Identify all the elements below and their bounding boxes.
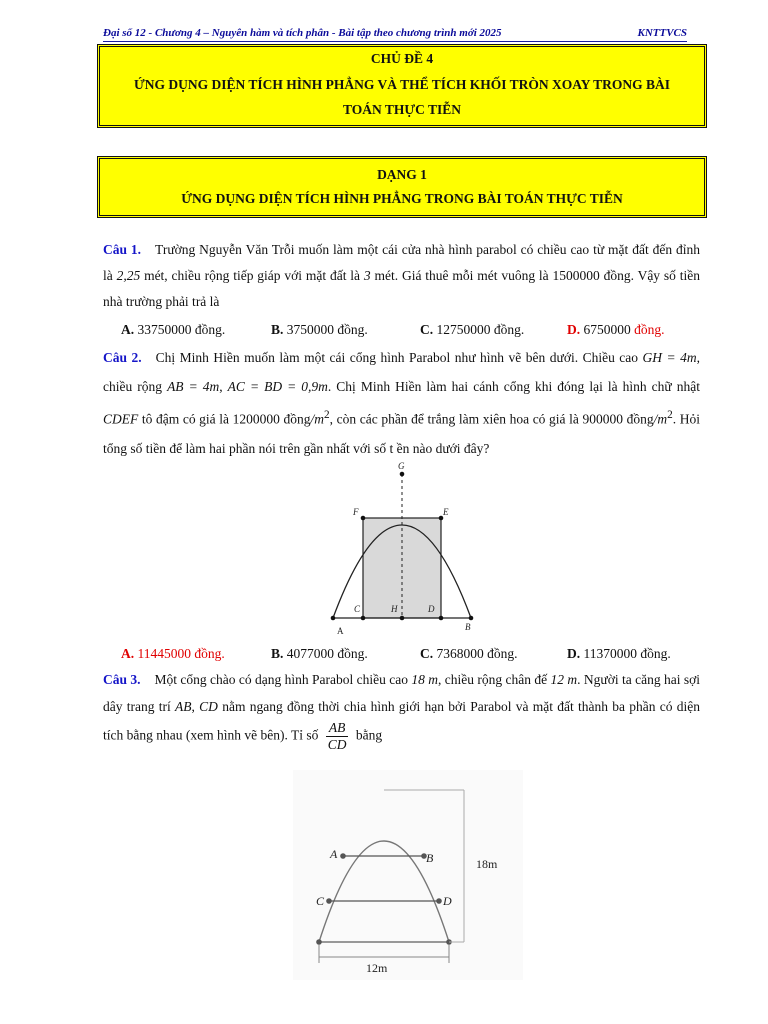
q3-text-d: , [191,699,200,714]
label-d: D [443,894,452,908]
q3-text-a: Một cổng chào có dạng hình Parabol chiều cao [154,672,412,687]
q3-text-b: , chiều rộng chân đế [438,672,551,687]
point-g [400,472,405,477]
label-h: H [391,604,398,614]
point-f [361,516,366,521]
q2-answer-d[interactable] [567,644,671,664]
answer-letter: D. [567,322,581,337]
question-1-label: Câu 1. [103,242,142,257]
q1-text-c: mét. Giá thuê mỗi mét vuông là 1500000 đồng. Vậy số tiền nhà trường phải trả là [103,268,701,309]
fraction-numerator: AB [326,720,349,737]
question-2 [103,343,700,463]
header-right: KNTTVCS [637,27,687,39]
q3-math-3: AB [175,699,192,714]
label-c: C [354,604,361,614]
q3-text-e: nằm ngang đồng thời chia hình giới hạn bởi Parabol và mặt đất thành ba phần có diện tích bằng nhau (xem hình vẽ bên). Tỉ số [103,699,701,743]
answer-letter: A. [121,322,135,337]
answer-letter: B. [271,646,284,661]
point-c [361,616,366,621]
form-box [97,156,707,218]
q3-math-4: CD [199,699,218,714]
question-3-label: Câu 3. [103,672,141,687]
question-3 [103,666,700,753]
q1-text-b: mét, chiều rộng tiếp giáp với mặt đất là [140,268,364,283]
q2-math-3: AC = BD = 0,9m [227,379,328,394]
gate-parabola-figure [325,458,485,638]
answer-suffix: đồng. [634,322,665,337]
point-base-left [316,939,322,945]
answer-suffix: đồng. [194,646,225,661]
q2-text-e: tô đậm có giá là 1200000 đồng [138,411,311,427]
q2-answer-a[interactable] [121,644,225,664]
arch-parabola-figure [293,770,523,980]
q3-math-2: 12 m [550,672,578,687]
q3-math-1: 18 m [411,672,439,687]
header-left: Đại số 12 - Chương 4 – Nguyên hàm và tích phân - Bài tập theo chương trình mới 2025 [103,27,502,39]
answer-text: 11370000 đồng. [583,646,671,661]
fraction-denominator: CD [327,737,347,752]
q1-answer-c[interactable] [420,320,524,340]
point-c [326,898,332,904]
label-e: E [443,507,449,517]
point-d [439,616,444,621]
form-line1: DẠNG 1 [377,167,427,182]
point-a [340,853,346,859]
q1-math-2: 3 [363,268,371,283]
page-header [103,27,687,42]
q2-math-6: /m [653,411,668,427]
answer-text: 11445000 [137,646,195,661]
label-c: C [316,894,325,908]
q2-text-b: , chiều rộng [103,350,700,394]
answer-letter: B. [271,322,284,337]
q2-math-2: AB = 4m [167,379,220,394]
q1-answer-d[interactable] [567,320,665,340]
q2-text-a: Chị Minh Hiền muốn làm một cái cổng hình Parabol như hình vẽ bên dưới. Chiều cao [155,350,643,365]
topic-line1: CHỦ ĐỀ 4 [370,51,434,66]
label-g: G [398,461,405,471]
q1-answer-b[interactable] [271,320,368,340]
q1-text-a: Trường Nguyễn Văn Trỗi muốn làm một cái cửa nhà hình parabol có chiều cao từ mặt đất đến đỉnh là [103,242,700,283]
question-2-label: Câu 2. [103,350,142,365]
q2-math-4: CDEF [103,411,139,427]
label-b: B [426,851,434,865]
label-a: A [337,626,344,636]
answer-text: 6750000 [583,322,635,337]
q3-text-f: bằng [352,727,383,743]
figure-background [293,770,523,980]
answer-text: 3750000 đồng. [286,322,368,337]
label-width: 12m [366,961,388,975]
label-d: D [428,604,435,614]
q2-text-f: , còn các phần để trắng làm xiên hoa có giá là 900000 đồng [329,411,654,427]
answer-text: 33750000 đồng. [137,322,226,337]
label-f: F [353,507,359,517]
answer-text: 4077000 đồng. [286,646,368,661]
topic-line2: ỨNG DỤNG DIỆN TÍCH HÌNH PHẲNG VÀ THỂ TÍCH KHỐI TRÒN XOAY TRONG BÀI [134,77,670,92]
q2-sup-1: 2 [324,409,330,421]
q2-text-d: . Chị Minh Hiền làm hai cánh cổng khi đóng lại là hình chữ nhật [327,379,701,394]
q2-math-1: GH = 4m [642,350,697,365]
q2-answer-b[interactable] [271,644,368,664]
label-a: A [330,847,338,861]
answer-text: 12750000 đồng. [436,322,525,337]
q3-text-c: . Người ta căng hai sợi dây trang trí [103,672,701,714]
answer-letter: C. [420,322,434,337]
q2-text-c: , [219,379,228,394]
q2-text-g: . Hỏi tổng số tiền để làm hai phần nói trên gần nhất với số t ền nào dưới đây? [103,411,700,456]
topic-box [97,44,707,128]
point-d [436,898,442,904]
answer-letter: A. [121,646,135,661]
label-height: 18m [476,857,498,871]
q2-answer-c[interactable] [420,644,518,664]
q1-answer-a[interactable] [121,320,225,340]
q3-fraction [326,720,349,753]
answer-text: 7368000 đồng. [436,646,518,661]
form-line2: ỨNG DỤNG DIỆN TÍCH HÌNH PHẲNG TRONG BÀI TOÁN THỰC TIỄN [181,191,623,206]
answer-letter: C. [420,646,434,661]
q2-sup-2: 2 [667,409,673,421]
point-h [400,616,405,621]
q2-math-5: /m [310,411,325,427]
question-1 [103,237,700,315]
answer-letter: D. [567,646,581,661]
topic-line3: TOÁN THỰC TIỄN [342,102,462,117]
q1-math-1: 2,25 [116,268,141,283]
point-a [331,616,336,621]
point-b [469,616,474,621]
label-b: B [465,622,471,632]
